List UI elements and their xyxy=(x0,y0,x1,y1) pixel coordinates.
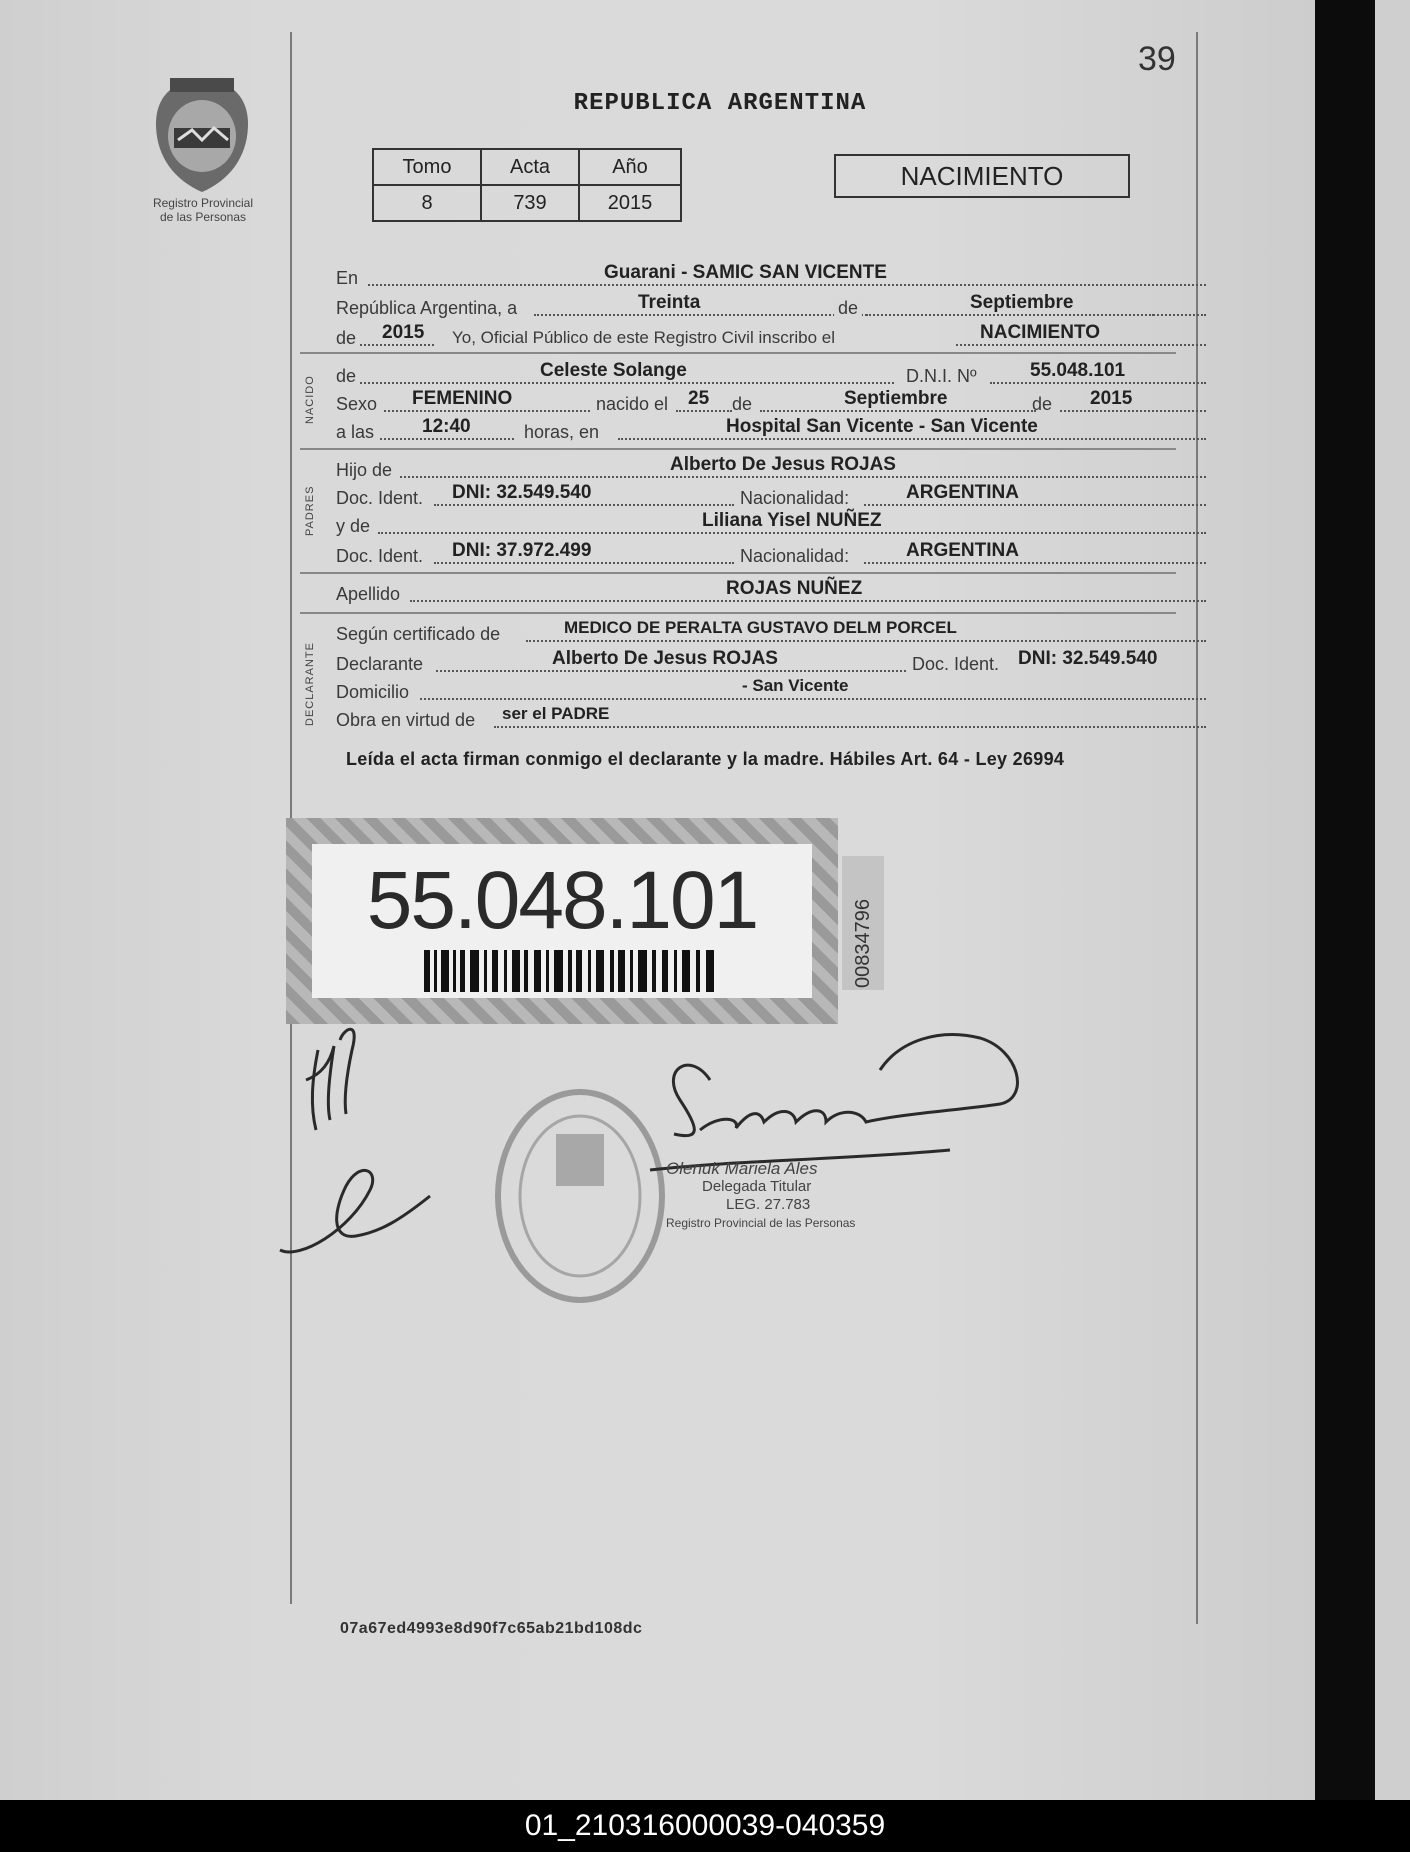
dotted-line xyxy=(434,562,734,564)
anio-label: Año xyxy=(579,149,681,185)
birth-year-value: 2015 xyxy=(1090,388,1133,409)
dotted-line xyxy=(420,698,1206,700)
logo-caption-line: Registro Provincial xyxy=(152,196,254,210)
label: En xyxy=(336,268,359,288)
declarant-signature-icon xyxy=(280,1029,430,1252)
label: Doc. Ident. xyxy=(336,546,424,566)
label: Apellido xyxy=(336,584,401,604)
dotted-line xyxy=(494,726,1206,728)
label: Doc. Ident. xyxy=(912,654,1000,674)
declarant-doc-value: DNI: 32.549.540 xyxy=(1018,648,1158,669)
dotted-line xyxy=(410,600,1206,602)
sticker-label xyxy=(312,844,812,998)
label: Nacionalidad: xyxy=(740,488,850,508)
signatures-and-stamp xyxy=(260,1010,1040,1310)
birth-place-value: Hospital San Vicente - San Vicente xyxy=(726,416,1038,437)
dotted-line xyxy=(676,410,732,412)
declarant-name-value: Alberto De Jesus ROJAS xyxy=(552,648,778,669)
official-block xyxy=(666,1160,855,1232)
dotted-line xyxy=(864,562,1206,564)
official-leg: LEG. 27.783 xyxy=(726,1196,811,1213)
dotted-line xyxy=(760,410,1036,412)
section-divider xyxy=(300,352,1176,354)
acta-label: Acta xyxy=(481,149,579,185)
registry-table xyxy=(372,148,682,222)
label: D.N.I. Nº xyxy=(906,366,977,386)
barcode-icon xyxy=(424,950,714,992)
section-divider xyxy=(300,448,1176,450)
scan-dark-edge xyxy=(1315,0,1375,1800)
address-value: - San Vicente xyxy=(742,676,849,695)
dotted-line xyxy=(864,504,1206,506)
anio-value: 2015 xyxy=(579,185,681,221)
label: Doc. Ident. xyxy=(336,488,424,508)
section-divider xyxy=(300,612,1176,614)
footer-caption: 01_210316000039-040359 xyxy=(0,1800,1410,1852)
dotted-line xyxy=(368,284,1206,286)
label: a las xyxy=(336,422,375,442)
birth-day-value: 25 xyxy=(688,388,710,409)
child-dni-value: 55.048.101 xyxy=(1030,360,1126,381)
label: República Argentina, a xyxy=(336,298,518,318)
certificate-value: MEDICO DE PERALTA GUSTAVO DELM PORCEL xyxy=(564,618,957,637)
official-name: Olenuk Mariela Ales xyxy=(666,1159,818,1178)
dotted-line xyxy=(990,382,1206,384)
label: Nacionalidad: xyxy=(740,546,850,566)
dotted-line xyxy=(1060,410,1206,412)
dotted-line xyxy=(436,670,906,672)
day-text-value: Treinta xyxy=(638,292,701,313)
dotted-line xyxy=(400,476,1206,478)
section-label-padres: PADRES xyxy=(304,485,316,536)
official-stamp-icon xyxy=(498,1092,662,1300)
label: Según certificado de xyxy=(336,624,501,644)
dotted-line xyxy=(384,410,590,412)
label: horas, en xyxy=(524,422,600,442)
closing-statement: Leída el acta firman conmigo el declarante y la madre. Hábiles Art. 64 - Ley 26994 xyxy=(346,749,1065,769)
section-label-nacido: NACIDO xyxy=(304,375,316,424)
sticker-serial: 00834796 xyxy=(852,899,874,988)
dotted-line xyxy=(380,438,514,440)
inscription-type-value: NACIMIENTO xyxy=(980,322,1100,343)
mother-nationality-value: ARGENTINA xyxy=(906,540,1019,561)
mother-name-value: Liliana Yisel NUÑEZ xyxy=(702,510,882,531)
label: de xyxy=(336,366,357,386)
label: de xyxy=(336,328,357,348)
capacity-value: ser el PADRE xyxy=(502,704,610,723)
child-name-value: Celeste Solange xyxy=(540,360,687,381)
father-nationality-value: ARGENTINA xyxy=(906,482,1019,503)
year-value: 2015 xyxy=(382,322,425,343)
month-value: Septiembre xyxy=(970,292,1074,313)
document-title: REPUBLICA ARGENTINA xyxy=(573,90,867,117)
label: Domicilio xyxy=(336,682,410,702)
place-value: Guarani - SAMIC SAN VICENTE xyxy=(604,262,887,283)
logo-caption xyxy=(118,196,288,224)
scan-right-strip xyxy=(1375,0,1410,1800)
official-role: Delegada Titular xyxy=(702,1178,812,1195)
section-label-declarante: DECLARANTE xyxy=(304,642,316,726)
label: nacido el xyxy=(596,394,669,414)
label: de xyxy=(834,298,862,319)
label: de xyxy=(1032,394,1053,414)
label: de xyxy=(732,394,753,414)
father-doc-value: DNI: 32.549.540 xyxy=(452,482,592,503)
logo-caption-line: de las Personas xyxy=(159,210,247,224)
id-number-sticker xyxy=(286,818,838,1024)
dotted-line xyxy=(956,344,1206,346)
label: y de xyxy=(336,516,371,536)
label: Hijo de xyxy=(336,460,393,480)
label: Yo, Oficial Público de este Registro Civil inscribo el xyxy=(452,328,835,347)
dotted-line xyxy=(618,438,1206,440)
dotted-line xyxy=(378,532,1206,534)
label: Obra en virtud de xyxy=(336,710,476,730)
dotted-line xyxy=(434,504,734,506)
label: Declarante xyxy=(336,654,424,674)
official-office: Registro Provincial de las Personas xyxy=(666,1216,856,1230)
record-type-box: NACIMIENTO xyxy=(834,154,1130,198)
tomo-value: 8 xyxy=(373,185,481,221)
mother-doc-value: DNI: 37.972.499 xyxy=(452,540,592,561)
sex-value: FEMENINO xyxy=(412,388,513,409)
dotted-line xyxy=(526,640,1206,642)
birth-month-value: Septiembre xyxy=(844,388,948,409)
surname-value: ROJAS NUÑEZ xyxy=(726,578,863,599)
tomo-label: Tomo xyxy=(373,149,481,185)
label: Sexo xyxy=(336,394,378,414)
dotted-line xyxy=(866,314,1206,316)
page-number: 39 xyxy=(1138,40,1176,78)
official-signature-icon xyxy=(650,1035,1017,1170)
dotted-line xyxy=(360,382,894,384)
provincial-seal-icon xyxy=(148,76,256,196)
birth-time-value: 12:40 xyxy=(422,416,471,437)
section-divider xyxy=(300,572,1176,574)
sticker-number: 55.048.101 xyxy=(366,855,758,946)
document-hash: 07a67ed4993e8d90f7c65ab21bd108dc xyxy=(340,1620,643,1637)
dotted-line xyxy=(360,344,434,346)
acta-value: 739 xyxy=(481,185,579,221)
father-name-value: Alberto De Jesus ROJAS xyxy=(670,454,896,475)
right-margin-line xyxy=(1196,32,1198,1624)
